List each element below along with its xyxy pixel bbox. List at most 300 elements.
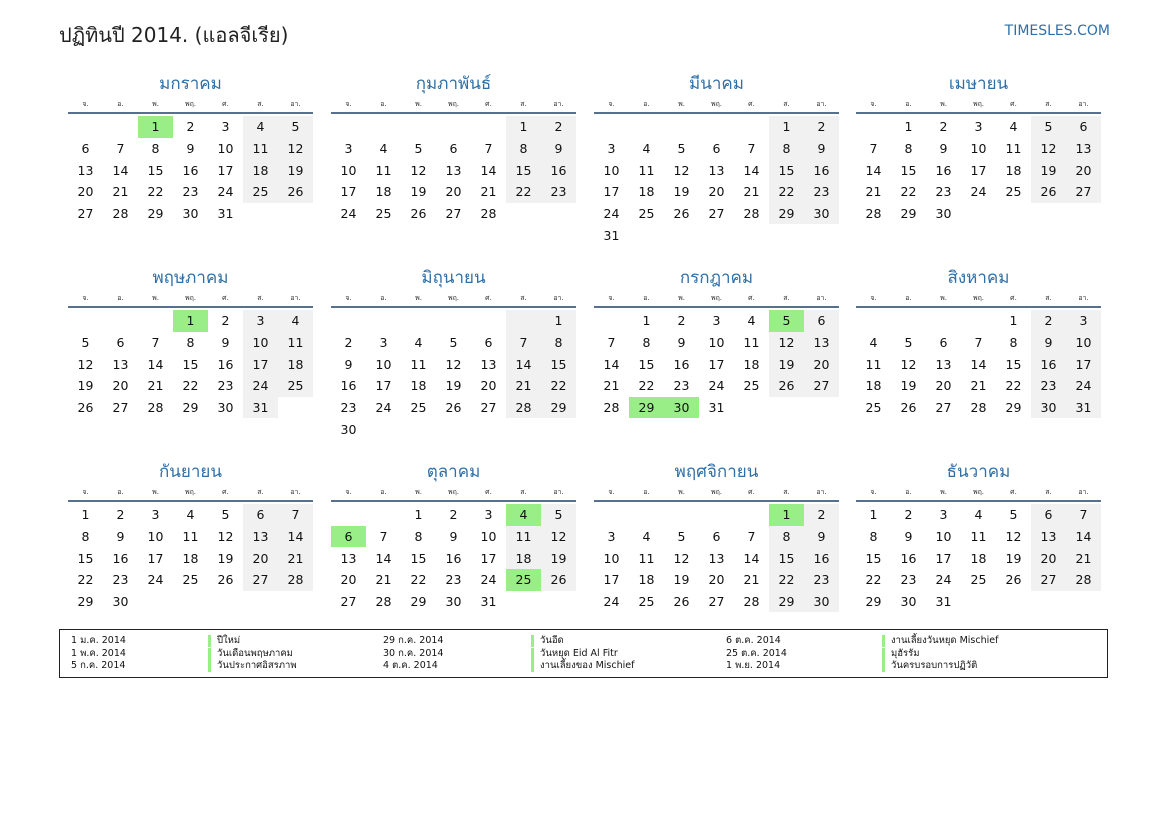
- day-cell: 28: [865, 206, 882, 222]
- weekday-label: อา.: [1078, 100, 1089, 108]
- day-cell: 31: [1066, 397, 1101, 419]
- legend-holiday-name: งานเลี้ยงวันหยุด Mischief: [882, 635, 998, 647]
- day-cell: 9: [221, 335, 230, 351]
- weekday-label: ส.: [257, 488, 264, 496]
- day-cell: 6: [449, 141, 458, 157]
- day-cell: 13: [708, 550, 725, 566]
- day-cell: 9: [904, 529, 913, 545]
- day-cell: 11: [410, 356, 427, 372]
- day-cell: 3: [939, 507, 948, 523]
- day-cell: 10: [708, 335, 725, 351]
- day-cell: 19: [541, 547, 576, 569]
- day-cell: 12: [278, 138, 313, 160]
- weekday-label: พ.: [152, 488, 159, 496]
- days-grid: [68, 504, 313, 612]
- day-cell: 7: [607, 335, 616, 351]
- day-cell: 29: [147, 206, 164, 222]
- weekday-label: พฤ.: [710, 294, 723, 302]
- day-cell: 28: [1066, 569, 1101, 591]
- day-cell: 10: [340, 162, 357, 178]
- legend-date: 29 ก.ค. 2014: [383, 635, 444, 646]
- weekday-label: ศ.: [1010, 488, 1017, 496]
- empty-day-cell: [138, 310, 173, 332]
- day-cell: 18: [278, 353, 313, 375]
- day-cell: 30: [340, 421, 357, 437]
- day-cell: 18: [970, 550, 987, 566]
- day-cell: 5: [278, 116, 313, 138]
- weekday-label: จ.: [82, 294, 89, 302]
- day-cell: 7: [116, 141, 125, 157]
- day-cell: 3: [974, 119, 983, 135]
- weekday-label: อา.: [1078, 488, 1089, 496]
- day-cell: 28: [743, 206, 760, 222]
- weekday-label: พฤ.: [710, 488, 723, 496]
- day-cell: 29: [182, 400, 199, 416]
- day-cell: 4: [869, 335, 878, 351]
- day-cell: 31: [480, 594, 497, 610]
- day-cell: 12: [673, 550, 690, 566]
- day-cell: 24: [970, 184, 987, 200]
- days-grid: [331, 116, 576, 224]
- day-cell: 12: [410, 162, 427, 178]
- weekday-label: ส.: [1045, 294, 1052, 302]
- day-cell: 15: [147, 162, 164, 178]
- day-cell: 28: [970, 400, 987, 416]
- day-cell: 23: [935, 184, 952, 200]
- day-cell: 28: [278, 569, 313, 591]
- day-cell: 12: [541, 526, 576, 548]
- day-cell: 2: [904, 507, 913, 523]
- month-calendar: [68, 266, 313, 418]
- day-cell: 13: [77, 162, 94, 178]
- legend-date: 30 ก.ค. 2014: [383, 647, 444, 659]
- weekday-label: จ.: [870, 294, 877, 302]
- day-cell: 3: [243, 310, 278, 332]
- empty-day-cell: [68, 116, 103, 138]
- day-cell: 27: [1031, 569, 1066, 591]
- empty-day-cell: [436, 116, 471, 138]
- day-cell: 31: [217, 206, 234, 222]
- day-cell: 5: [1031, 116, 1066, 138]
- weekday-label: อ.: [117, 100, 124, 108]
- day-cell: 1: [869, 507, 878, 523]
- empty-day-cell: [699, 116, 734, 138]
- day-cell: 20: [445, 184, 462, 200]
- day-cell: 18: [1005, 162, 1022, 178]
- weekday-label: พฤ.: [972, 294, 985, 302]
- day-cell: 28: [147, 400, 164, 416]
- day-cell: 7: [869, 141, 878, 157]
- day-cell: 12: [445, 356, 462, 372]
- day-cell: 9: [677, 335, 686, 351]
- weekday-header: [68, 96, 313, 114]
- weekday-label: อา.: [290, 294, 301, 302]
- legend-date: 1 พ.ย. 2014: [726, 660, 781, 671]
- day-cell: 10: [480, 529, 497, 545]
- empty-day-cell: [103, 116, 138, 138]
- day-cell: 24: [147, 572, 164, 588]
- day-cell: 25: [278, 375, 313, 397]
- weekday-label: อา.: [553, 488, 564, 496]
- day-cell: 11: [278, 332, 313, 354]
- day-cell: 6: [1066, 116, 1101, 138]
- day-cell: 29: [900, 206, 917, 222]
- day-cell: 18: [638, 572, 655, 588]
- day-cell: 12: [900, 356, 917, 372]
- day-cell: 14: [375, 550, 392, 566]
- day-cell: 13: [708, 162, 725, 178]
- day-cell: 14: [147, 356, 164, 372]
- day-cell: 2: [804, 116, 839, 138]
- day-cell: 15: [506, 159, 541, 181]
- day-cell: 8: [414, 529, 423, 545]
- day-cell: 21: [278, 547, 313, 569]
- day-cell: 19: [278, 159, 313, 181]
- weekday-label: อ.: [380, 488, 387, 496]
- day-cell: 25: [410, 400, 427, 416]
- day-cell: 27: [708, 206, 725, 222]
- day-cell: 30: [217, 400, 234, 416]
- day-cell: 4: [243, 116, 278, 138]
- day-cell: 10: [1066, 332, 1101, 354]
- day-cell: 7: [278, 504, 313, 526]
- day-cell: 6: [243, 504, 278, 526]
- day-cell: 16: [935, 162, 952, 178]
- weekday-header: [331, 96, 576, 114]
- weekday-header: [68, 290, 313, 308]
- weekday-label: พ.: [152, 294, 159, 302]
- day-cell: 11: [375, 162, 392, 178]
- day-cell: 15: [865, 550, 882, 566]
- day-cell: 12: [217, 529, 234, 545]
- day-cell: 17: [217, 162, 234, 178]
- weekday-label: พฤ.: [710, 100, 723, 108]
- weekday-label: จ.: [345, 294, 352, 302]
- day-cell: 4: [642, 141, 651, 157]
- day-cell: 22: [541, 375, 576, 397]
- day-cell: 25: [243, 181, 278, 203]
- day-cell: 23: [182, 184, 199, 200]
- day-cell: 13: [243, 526, 278, 548]
- day-cell: 22: [147, 184, 164, 200]
- day-cell: 30: [182, 206, 199, 222]
- day-cell: 26: [900, 400, 917, 416]
- day-cell: 29: [769, 591, 804, 613]
- month-name: กันยายน: [158, 462, 222, 482]
- day-cell: 13: [935, 356, 952, 372]
- day-cell: 27: [480, 400, 497, 416]
- day-cell: 12: [769, 332, 804, 354]
- days-grid: [856, 310, 1101, 418]
- day-cell: 10: [147, 529, 164, 545]
- days-grid: [331, 310, 576, 440]
- day-cell: 20: [708, 184, 725, 200]
- day-cell: 16: [673, 356, 690, 372]
- day-cell: 19: [410, 184, 427, 200]
- day-cell: 21: [506, 375, 541, 397]
- days-grid: [331, 504, 576, 612]
- day-cell: 1: [904, 119, 913, 135]
- holiday-day-cell: 25: [506, 569, 541, 591]
- day-cell: 2: [344, 335, 353, 351]
- day-cell: 3: [484, 507, 493, 523]
- day-cell: 10: [603, 162, 620, 178]
- day-cell: 25: [375, 206, 392, 222]
- days-grid: [856, 116, 1101, 224]
- weekday-label: พ.: [940, 294, 947, 302]
- day-cell: 18: [638, 184, 655, 200]
- weekday-label: อ.: [380, 100, 387, 108]
- day-cell: 8: [151, 141, 160, 157]
- day-cell: 9: [541, 138, 576, 160]
- empty-day-cell: [103, 310, 138, 332]
- day-cell: 29: [541, 397, 576, 419]
- day-cell: 4: [278, 310, 313, 332]
- weekday-label: อา.: [553, 100, 564, 108]
- holiday-day-cell: 30: [664, 397, 699, 419]
- day-cell: 6: [712, 529, 721, 545]
- day-cell: 26: [1005, 572, 1022, 588]
- day-cell: 20: [1031, 547, 1066, 569]
- day-cell: 9: [344, 356, 353, 372]
- day-cell: 14: [743, 162, 760, 178]
- legend-date: 6 ต.ค. 2014: [726, 635, 781, 646]
- day-cell: 3: [221, 119, 230, 135]
- day-cell: 15: [769, 159, 804, 181]
- day-cell: 21: [743, 572, 760, 588]
- day-cell: 20: [708, 572, 725, 588]
- day-cell: 19: [673, 184, 690, 200]
- day-cell: 11: [970, 529, 987, 545]
- weekday-label: ศ.: [222, 294, 229, 302]
- empty-day-cell: [664, 116, 699, 138]
- day-cell: 3: [344, 141, 353, 157]
- day-cell: 12: [1005, 529, 1022, 545]
- empty-day-cell: [401, 310, 436, 332]
- weekday-header: [594, 96, 839, 114]
- day-cell: 27: [445, 206, 462, 222]
- day-cell: 15: [182, 356, 199, 372]
- legend-holiday-name: วันเดือนพฤษภาคม: [208, 648, 293, 660]
- weekday-label: พ.: [940, 488, 947, 496]
- weekday-label: จ.: [345, 488, 352, 496]
- day-cell: 16: [804, 547, 839, 569]
- day-cell: 27: [935, 400, 952, 416]
- weekday-label: พฤ.: [184, 294, 197, 302]
- legend-holiday-name: วันหยุด Eid Al Fitr: [531, 648, 618, 660]
- legend-date: 1 พ.ค. 2014: [71, 647, 126, 659]
- day-cell: 21: [865, 184, 882, 200]
- weekday-label: จ.: [870, 100, 877, 108]
- day-cell: 16: [445, 550, 462, 566]
- month-name: ตุลาคม: [426, 462, 481, 482]
- day-cell: 16: [340, 378, 357, 394]
- day-cell: 30: [445, 594, 462, 610]
- day-cell: 29: [769, 203, 804, 225]
- day-cell: 13: [1031, 526, 1066, 548]
- day-cell: 11: [182, 529, 199, 545]
- month-calendar: [331, 460, 576, 612]
- weekday-label: อ.: [643, 294, 650, 302]
- day-cell: 15: [77, 550, 94, 566]
- day-cell: 14: [865, 162, 882, 178]
- weekday-label: อ.: [380, 294, 387, 302]
- legend-date: 5 ก.ค. 2014: [71, 660, 126, 671]
- day-cell: 14: [506, 353, 541, 375]
- day-cell: 8: [1009, 335, 1018, 351]
- day-cell: 16: [804, 159, 839, 181]
- holiday-day-cell: 29: [629, 397, 664, 419]
- day-cell: 23: [804, 569, 839, 591]
- empty-day-cell: [331, 116, 366, 138]
- day-cell: 31: [603, 227, 620, 243]
- day-cell: 9: [804, 526, 839, 548]
- day-cell: 29: [865, 594, 882, 610]
- day-cell: 5: [677, 141, 686, 157]
- weekday-label: ส.: [1045, 488, 1052, 496]
- weekday-label: ส.: [783, 488, 790, 496]
- day-cell: 8: [642, 335, 651, 351]
- weekday-label: พ.: [678, 488, 685, 496]
- day-cell: 11: [1005, 141, 1022, 157]
- month-name: กุมภาพันธ์: [415, 74, 492, 94]
- empty-day-cell: [401, 116, 436, 138]
- site-link[interactable]: TIMESLES.COM: [1004, 23, 1110, 39]
- weekday-label: อา.: [290, 100, 301, 108]
- day-cell: 10: [243, 332, 278, 354]
- day-cell: 23: [804, 181, 839, 203]
- weekday-label: ศ.: [748, 488, 755, 496]
- day-cell: 8: [904, 141, 913, 157]
- day-cell: 16: [217, 356, 234, 372]
- day-cell: 6: [939, 335, 948, 351]
- day-cell: 22: [769, 181, 804, 203]
- weekday-label: พ.: [415, 100, 422, 108]
- day-cell: 28: [480, 206, 497, 222]
- day-cell: 15: [541, 353, 576, 375]
- day-cell: 5: [677, 529, 686, 545]
- weekday-label: อ.: [117, 294, 124, 302]
- weekday-header: [331, 484, 576, 502]
- day-cell: 1: [769, 116, 804, 138]
- weekday-label: พ.: [415, 294, 422, 302]
- empty-day-cell: [366, 116, 401, 138]
- day-cell: 24: [1066, 375, 1101, 397]
- day-cell: 2: [116, 507, 125, 523]
- day-cell: 7: [1066, 504, 1101, 526]
- legend-holiday-name: งานเลี้ยงของ Mischief: [531, 660, 634, 672]
- day-cell: 5: [449, 335, 458, 351]
- day-cell: 2: [221, 313, 230, 329]
- weekday-label: ส.: [1045, 100, 1052, 108]
- day-cell: 4: [186, 507, 195, 523]
- day-cell: 27: [340, 594, 357, 610]
- empty-day-cell: [926, 310, 961, 332]
- day-cell: 31: [935, 594, 952, 610]
- day-cell: 6: [804, 310, 839, 332]
- weekday-header: [594, 484, 839, 502]
- weekday-label: ส.: [520, 294, 527, 302]
- weekday-header: [331, 290, 576, 308]
- day-cell: 19: [77, 378, 94, 394]
- day-cell: 7: [747, 141, 756, 157]
- day-cell: 25: [638, 206, 655, 222]
- day-cell: 15: [638, 356, 655, 372]
- day-cell: 17: [603, 572, 620, 588]
- month-name: เมษายน: [948, 74, 1009, 94]
- month-name: มิถุนายน: [421, 268, 486, 288]
- weekday-header: [68, 484, 313, 502]
- day-cell: 20: [480, 378, 497, 394]
- weekday-label: ส.: [257, 100, 264, 108]
- month-name: มีนาคม: [689, 74, 744, 94]
- month-calendar: [331, 266, 576, 440]
- day-cell: 25: [182, 572, 199, 588]
- day-cell: 26: [445, 400, 462, 416]
- day-cell: 13: [804, 332, 839, 354]
- day-cell: 17: [1066, 353, 1101, 375]
- day-cell: 23: [217, 378, 234, 394]
- weekday-label: พฤ.: [972, 488, 985, 496]
- day-cell: 1: [541, 310, 576, 332]
- page-title: ปฏิทินปี 2014. (แอลจีเรีย): [59, 23, 289, 47]
- weekday-label: พ.: [678, 294, 685, 302]
- day-cell: 28: [112, 206, 129, 222]
- day-cell: 8: [769, 138, 804, 160]
- day-cell: 10: [603, 550, 620, 566]
- day-cell: 2: [677, 313, 686, 329]
- day-cell: 8: [506, 138, 541, 160]
- day-cell: 9: [1031, 332, 1066, 354]
- day-cell: 17: [708, 356, 725, 372]
- weekday-label: ศ.: [748, 100, 755, 108]
- day-cell: 7: [974, 335, 983, 351]
- day-cell: 14: [970, 356, 987, 372]
- day-cell: 24: [217, 184, 234, 200]
- weekday-label: ศ.: [1010, 100, 1017, 108]
- day-cell: 11: [506, 526, 541, 548]
- day-cell: 13: [112, 356, 129, 372]
- day-cell: 19: [673, 572, 690, 588]
- day-cell: 28: [506, 397, 541, 419]
- weekday-label: อา.: [816, 294, 827, 302]
- day-cell: 1: [81, 507, 90, 523]
- day-cell: 7: [379, 529, 388, 545]
- weekday-label: พฤ.: [184, 488, 197, 496]
- day-cell: 10: [970, 141, 987, 157]
- day-cell: 14: [480, 162, 497, 178]
- day-cell: 9: [449, 529, 458, 545]
- empty-day-cell: [699, 504, 734, 526]
- day-cell: 9: [186, 141, 195, 157]
- empty-day-cell: [594, 310, 629, 332]
- weekday-label: ศ.: [1010, 294, 1017, 302]
- day-cell: 12: [1031, 138, 1066, 160]
- weekday-label: จ.: [608, 100, 615, 108]
- day-cell: 21: [480, 184, 497, 200]
- day-cell: 10: [217, 141, 234, 157]
- weekday-label: พ.: [678, 100, 685, 108]
- weekday-label: ศ.: [485, 488, 492, 496]
- holiday-day-cell: 4: [506, 504, 541, 526]
- day-cell: 3: [151, 507, 160, 523]
- day-cell: 24: [375, 400, 392, 416]
- empty-day-cell: [331, 310, 366, 332]
- day-cell: 19: [445, 378, 462, 394]
- day-cell: 26: [77, 400, 94, 416]
- weekday-label: อา.: [816, 100, 827, 108]
- weekday-label: ศ.: [485, 100, 492, 108]
